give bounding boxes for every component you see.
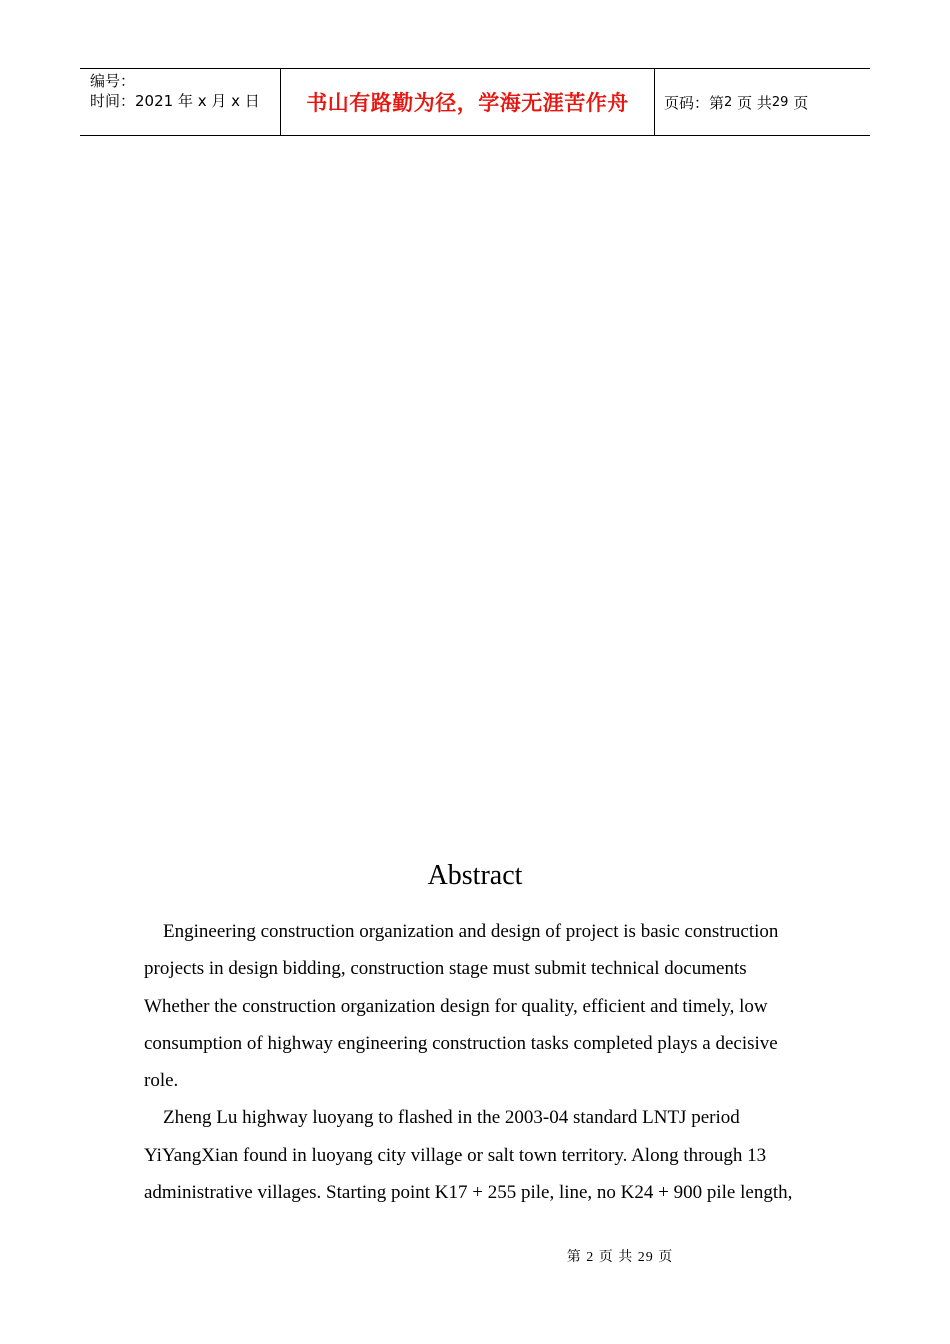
abstract-paragraph: Engineering construction organization and design of project is basic construction projects in design bidding, construction stage must submit technical documents Whether the construction organization design for quality, efficient and timely, low consumption of highway engineering construction tasks completed plays a decisive role. (144, 921, 779, 1092)
page-footer: 第 2 页 共 29 页 (566, 1250, 674, 1265)
abstract-paragraph: Zheng Lu highway luoyang to flashed in the 2003-04 standard LNTJ period YiYangXian found in luoyang city village or salt town territory. Along through 13 administrative villages. Starting point K17 + 255 pile, line, no K24 + 900 pile length, (144, 1107, 793, 1204)
page-prefix: 页码：第 (664, 93, 725, 112)
document-date: 时间：2021 年 x 月 x 日 (90, 92, 260, 110)
header-meta (80, 69, 281, 135)
document-number-label: 编号： (90, 72, 136, 90)
header-motto-cell (281, 69, 655, 135)
page-total: 29 (771, 94, 789, 110)
abstract-body (144, 913, 804, 1211)
header-motto: 书山有路勤为径，学海无涯苦作舟 (306, 91, 629, 115)
page-current: 2 (724, 94, 733, 110)
page-mid: 页 共 (737, 93, 772, 112)
header-page-info (655, 69, 870, 135)
page-header (80, 68, 870, 136)
page-suffix: 页 (793, 93, 809, 112)
abstract-title: Abstract (427, 860, 523, 891)
